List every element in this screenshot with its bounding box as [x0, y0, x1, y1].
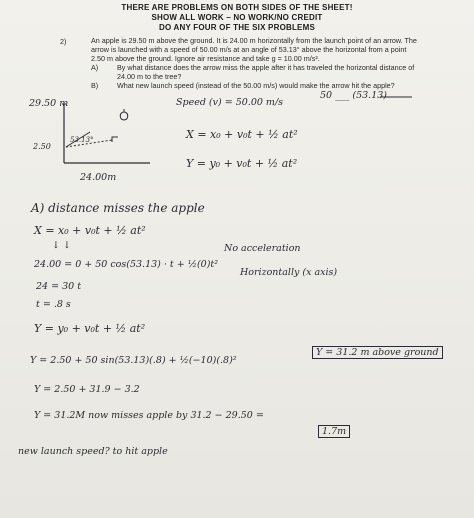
speed-note: 50 ___ (53.13): [320, 90, 387, 101]
miss-line: Y = 31.2M now misses apple by 31.2 − 29.50 =: [34, 410, 264, 421]
part-a-text-2: 24.00 m to the tree?: [117, 72, 182, 81]
launch-height-label: 2.50: [33, 142, 51, 151]
problem-text-3: 2.50 m above the ground. Ignore air resistance and take g = 10.00 m/s².: [91, 54, 320, 63]
x-substitution: 24.00 = 0 + 50 cos(53.13) · t + ½(0)t²: [34, 259, 219, 270]
problem-number: 2): [60, 37, 67, 46]
x-arrows: ↓ ↓: [52, 240, 71, 251]
miss-answer-box: 1.7m: [318, 425, 350, 438]
part-a-label: A): [91, 63, 99, 72]
apple-icon: [120, 109, 128, 120]
x-equation: X = x₀ + v₀t + ½ at²: [34, 224, 146, 237]
part-a-text-1: By what distance does the arrow miss the apple after it has traveled the horizontal distance of: [117, 63, 415, 72]
header-line-2: SHOW ALL WORK – NO WORK/NO CREDIT: [151, 13, 323, 22]
x-equation-top: X = x₀ + v₀t + ½ at²: [186, 128, 298, 141]
header-line-1: THERE ARE PROBLEMS ON BOTH SIDES OF THE SHEET!: [121, 3, 353, 12]
problem-text-2: arrow is launched with a speed of 50.00 m/s at an angle of 53.13° above the horizontal from a point: [91, 45, 407, 54]
no-acceleration-note: No acceleration: [224, 243, 301, 254]
part-b-text-1: What new launch speed (instead of the 50.00 m/s) would make the arrow hit the apple?: [117, 81, 395, 90]
time-value: t = .8 s: [36, 299, 71, 310]
y-equation-top: Y = y₀ + v₀t + ½ at²: [186, 157, 298, 170]
part-b-label: B): [91, 81, 99, 90]
y-equation: Y = y₀ + v₀t + ½ at²: [34, 322, 146, 335]
angle-label: 53.13°: [70, 136, 94, 144]
part-b-line: new launch speed? to hit apple: [18, 446, 168, 457]
speed-line: Speed (v) = 50.00 m/s: [176, 97, 284, 108]
header-line-3: DO ANY FOUR OF THE SIX PROBLEMS: [159, 23, 315, 32]
x-simplified: 24 = 30 t: [36, 281, 82, 292]
problem-text-1: An apple is 29.50 m above the ground. It is 24.00 m horizontally from the launch point of an arrow. The: [91, 36, 417, 45]
y-result-box: Y = 31.2 m above ground: [312, 346, 443, 359]
y-substitution: Y = 2.50 + 50 sin(53.13)(.8) + ½(−10)(.8)²: [30, 355, 237, 366]
height-label: 29.50 m: [29, 98, 69, 109]
y-simplified: Y = 2.50 + 31.9 − 3.2: [34, 384, 140, 395]
horizontal-note: Horizontally (x axis): [240, 267, 338, 278]
tree-mark: [112, 137, 118, 142]
part-a-title: A) distance misses the apple: [31, 201, 205, 215]
distance-label: 24.00m: [80, 172, 117, 183]
